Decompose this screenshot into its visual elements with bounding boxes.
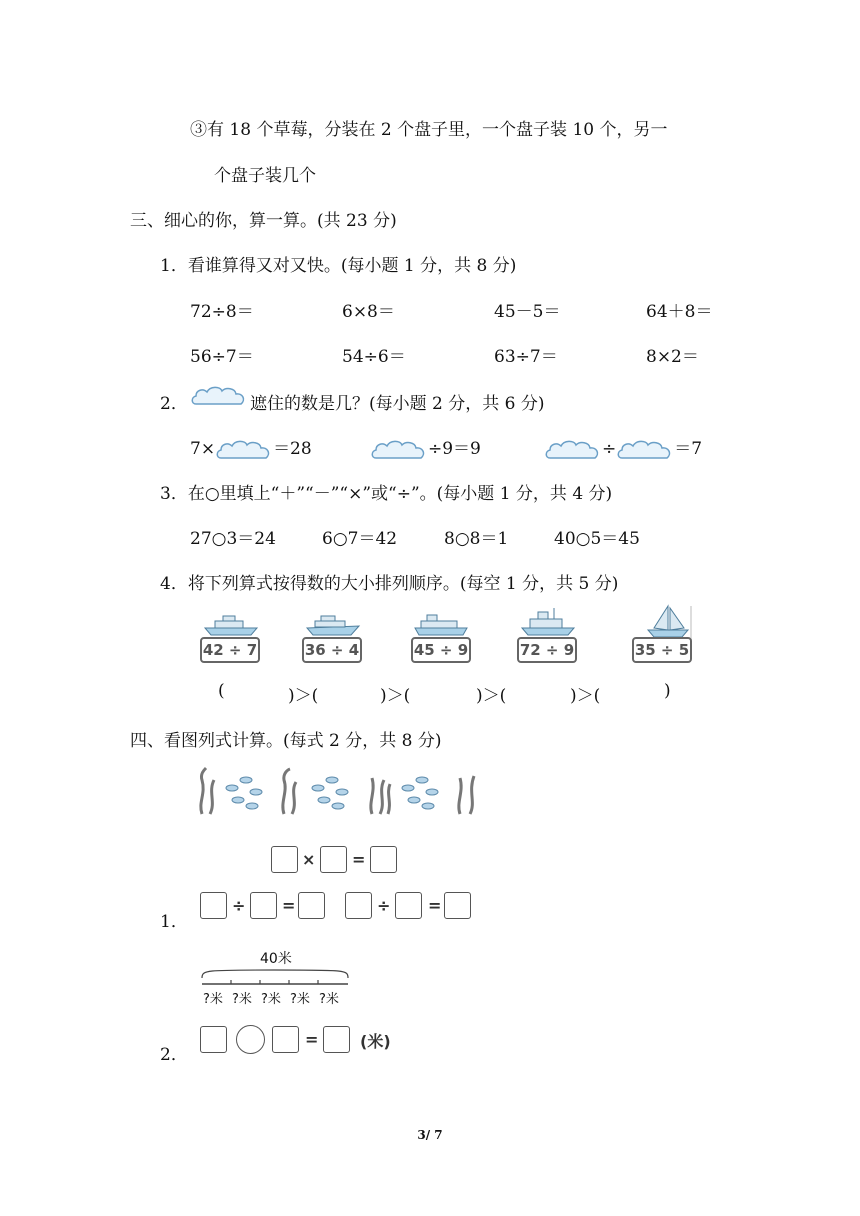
rope-part-label: ?米 [232, 992, 252, 1007]
answer-box[interactable] [272, 1026, 299, 1053]
eq-text: ＝28 [273, 439, 312, 459]
calc-item: 8×2＝ [646, 347, 699, 367]
fill-op-item: 40○5＝45 [554, 529, 640, 549]
calc-item: 64＋8＝ [646, 302, 713, 322]
seaweed-fish-icon [194, 766, 494, 816]
times-sign: × [302, 850, 316, 869]
ship-icon [413, 612, 469, 636]
rope-part-label: ?米 [319, 992, 339, 1007]
ship-icon [203, 612, 259, 636]
answer-box[interactable] [345, 892, 372, 919]
calc-item: 56÷7＝ [190, 347, 254, 367]
ship-icon [305, 612, 361, 636]
answer-box[interactable] [298, 892, 325, 919]
eq-text: ＝7 [674, 439, 703, 459]
calc-item: 45－5＝ [494, 302, 561, 322]
rope-total-label: 40米 [260, 951, 292, 967]
ship-card: 72 ÷ 9 [517, 637, 577, 663]
section4-heading: 四、看图列式计算。(每式 2 分，共 8 分) [130, 731, 442, 751]
s4-p1-num: 1． [160, 912, 188, 932]
section3-heading: 三、细心的你，算一算。(共 23 分) [130, 211, 397, 231]
ship-card: 45 ÷ 9 [411, 637, 471, 663]
answer-box[interactable] [444, 892, 471, 919]
ship-icon [520, 606, 576, 636]
cloud-icon [215, 438, 273, 462]
cloud-icon [370, 438, 428, 462]
ship-card: 35 ÷ 5 [632, 637, 692, 663]
s4-p2-num: 2． [160, 1045, 188, 1065]
ship-card: 36 ÷ 4 [302, 637, 362, 663]
q3-line1: ③有 18 个草莓，分装在 2 个盘子里，一个盘子装 10 个，另一 [190, 120, 668, 140]
cloud-eq-2 [370, 434, 481, 462]
cloud-icon [544, 438, 602, 462]
rope-part-label: ?米 [203, 992, 223, 1007]
fill-op-item: 8○8＝1 [444, 529, 509, 549]
cloud-eq-1 [190, 434, 312, 462]
order-paren: )＞( [380, 686, 411, 706]
eq-text: ÷ [602, 439, 617, 459]
equals-sign: = [305, 1030, 319, 1049]
q3-line2: 个盘子装几个 [214, 166, 316, 186]
eq-text: ÷9＝9 [428, 439, 481, 459]
fill-op-item: 27○3＝24 [190, 529, 276, 549]
calc-item: 6×8＝ [342, 302, 395, 322]
s3-p4-title: 4．将下列算式按得数的大小排列顺序。(每空 1 分，共 5 分) [160, 574, 619, 594]
calc-item: 72÷8＝ [190, 302, 254, 322]
divide-sign: ÷ [232, 896, 246, 915]
answer-box[interactable] [200, 1026, 227, 1053]
order-paren: ( [218, 681, 225, 701]
ship-card: 42 ÷ 7 [200, 637, 260, 663]
answer-box[interactable] [271, 846, 298, 873]
equals-sign: = [282, 896, 296, 915]
answer-box[interactable] [320, 846, 347, 873]
answer-box[interactable] [250, 892, 277, 919]
page-number: 3/ 7 [417, 1128, 443, 1142]
rope-part-label: ?米 [261, 992, 281, 1007]
order-paren: )＞( [288, 686, 319, 706]
cloud-icon [616, 438, 674, 462]
eq-text: 7× [190, 439, 216, 459]
equals-sign: = [428, 896, 442, 915]
order-paren: )＞( [476, 686, 507, 706]
divide-sign: ÷ [377, 896, 391, 915]
order-paren: )＞( [570, 686, 601, 706]
s3-p3-title: 3．在○里填上“＋”“－”“×”或“÷”。(每小题 1 分，共 4 分) [160, 484, 613, 504]
sailboat-icon [644, 604, 692, 638]
unit-label: (米) [360, 1032, 391, 1051]
answer-box[interactable] [370, 846, 397, 873]
rope-brace [200, 964, 352, 988]
operator-circle[interactable] [236, 1025, 265, 1054]
s3-p2-title: 遮住的数是几？(每小题 2 分，共 6 分) [250, 394, 545, 414]
s3-p2-num: 2． [160, 394, 188, 414]
fill-op-item: 6○7＝42 [322, 529, 398, 549]
equals-sign: = [352, 850, 366, 869]
cloud-icon [190, 384, 248, 408]
calc-item: 54÷6＝ [342, 347, 406, 367]
order-paren: ) [664, 681, 671, 701]
cloud-eq-3 [544, 434, 702, 462]
answer-box[interactable] [200, 892, 227, 919]
rope-part-label: ?米 [290, 992, 310, 1007]
answer-box[interactable] [395, 892, 422, 919]
s3-p1-title: 1．看谁算得又对又快。(每小题 1 分，共 8 分) [160, 256, 517, 276]
answer-box[interactable] [323, 1026, 350, 1053]
calc-item: 63÷7＝ [494, 347, 558, 367]
